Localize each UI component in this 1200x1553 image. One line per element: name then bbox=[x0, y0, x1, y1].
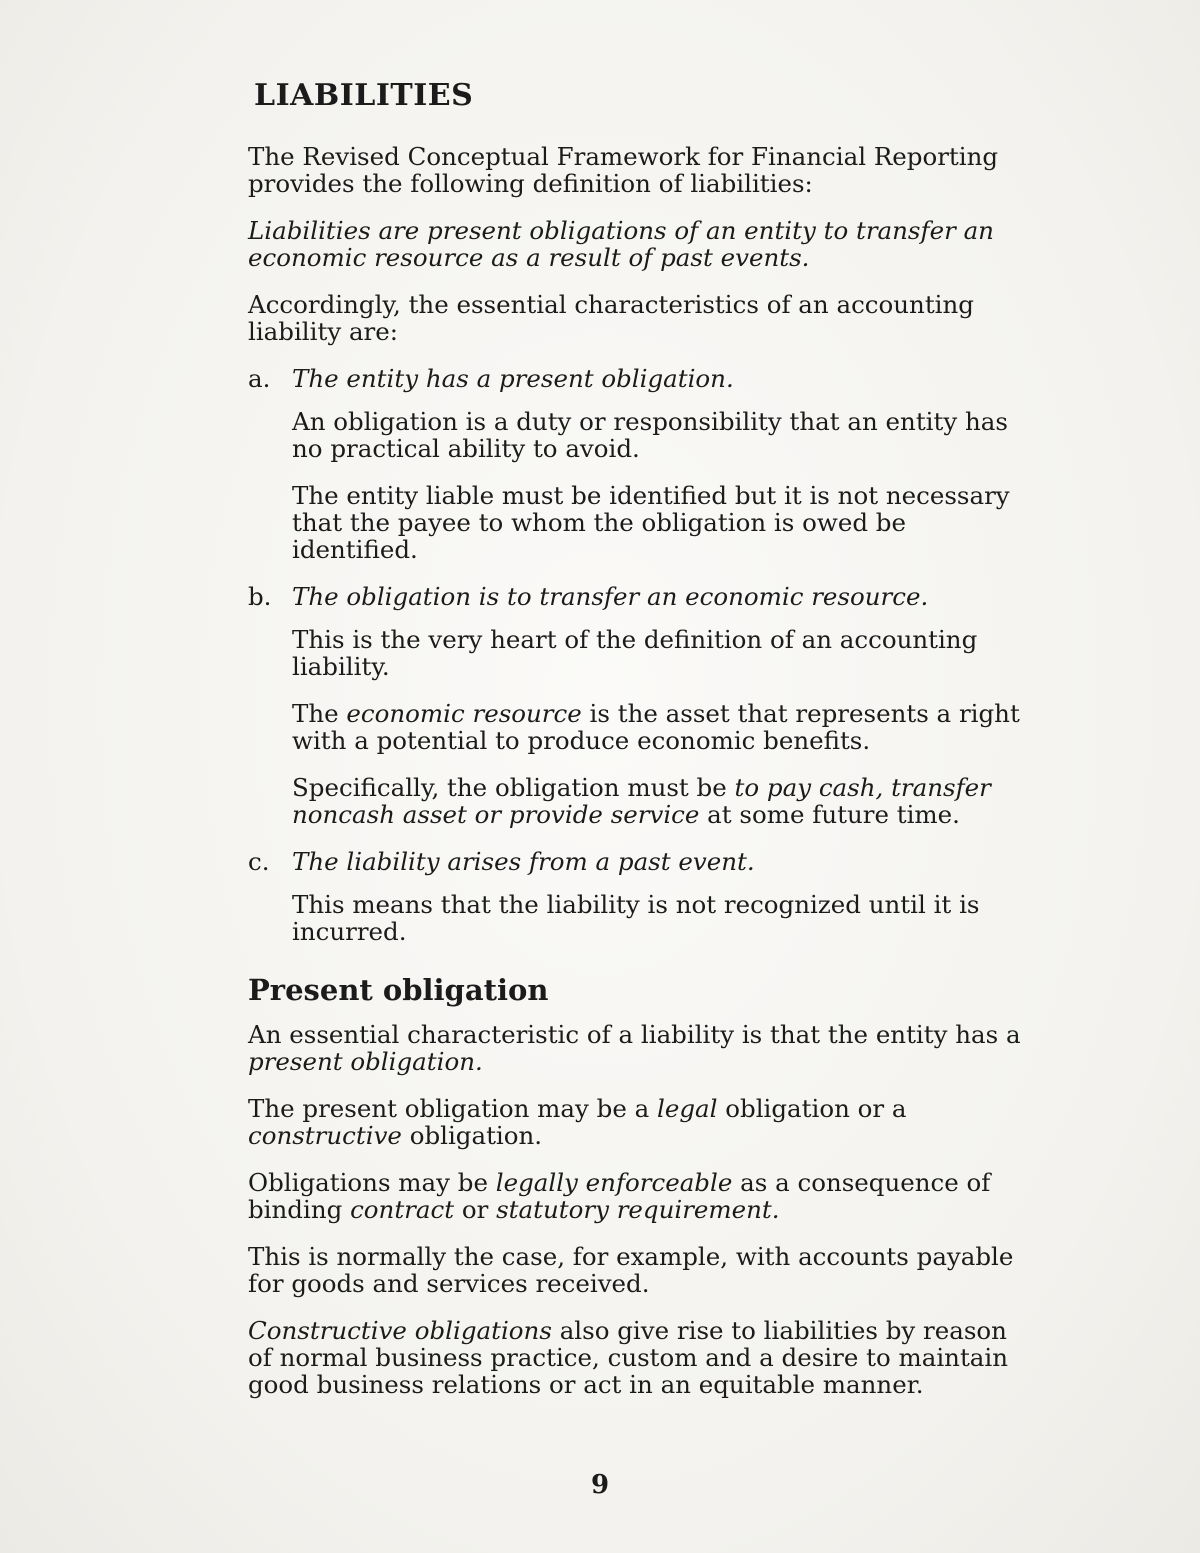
emphasis-run: economic resource bbox=[346, 699, 582, 728]
item-label: c. bbox=[248, 847, 270, 876]
section-paragraph-2 bbox=[248, 1095, 1038, 1149]
text-run: or bbox=[454, 1195, 497, 1224]
characteristic-b-body bbox=[292, 626, 1038, 828]
emphasis-run: constructive bbox=[248, 1121, 402, 1150]
item-heading: The obligation is to transfer an economic resource. bbox=[292, 582, 929, 611]
page-number: 9 bbox=[590, 1470, 610, 1500]
emphasis-run: present obligation. bbox=[248, 1047, 483, 1076]
text-run: as a consequence of binding bbox=[248, 1168, 991, 1224]
section-heading: Present obligation bbox=[248, 973, 549, 1007]
text-run: An essential characteristic of a liability is that the entity has a bbox=[248, 1020, 1021, 1049]
section-paragraph-3 bbox=[248, 1169, 1038, 1223]
item-label: a. bbox=[248, 364, 271, 393]
text-run: obligation or a bbox=[717, 1094, 907, 1123]
emphasis-run: contract bbox=[350, 1195, 455, 1224]
item-heading: The entity has a present obligation. bbox=[292, 364, 734, 393]
item-b-paragraph-2 bbox=[292, 700, 1038, 754]
emphasis-run: legal bbox=[657, 1094, 718, 1123]
text-run: is the asset that represents a right with a potential to produce economic benefits. bbox=[292, 699, 1020, 755]
definition-paragraph bbox=[248, 217, 1038, 271]
section-paragraph-4: This is normally the case, for example, with accounts payable for goods and services received. bbox=[248, 1242, 1014, 1298]
definition-text: Liabilities are present obligations of an entity to transfer an economic resource as a result of past events. bbox=[248, 216, 994, 272]
text-run: Specifically, the obligation must be bbox=[292, 773, 735, 802]
item-a-paragraph-1: An obligation is a duty or responsibility that an entity has no practical ability to avoid. bbox=[292, 407, 1008, 463]
characteristic-c-body bbox=[292, 891, 1038, 945]
item-b-paragraph-3 bbox=[292, 774, 1038, 828]
characteristic-b bbox=[248, 583, 1038, 610]
emphasis-run: legally enforceable bbox=[495, 1168, 733, 1197]
item-b-paragraph-1: This is the very heart of the definition of an accounting liability. bbox=[292, 625, 978, 681]
item-a-paragraph-2: The entity liable must be identified but it is not necessary that the payee to whom the obligation is owed be identified. bbox=[292, 481, 1010, 564]
text-run: also give rise to liabilities by reason of normal business practice, custom and a desire to maintain good business relations or act in an equitable manner. bbox=[248, 1316, 1009, 1399]
characteristics-intro: Accordingly, the essential characteristics of an accounting liability are: bbox=[248, 290, 974, 346]
section-paragraph-5 bbox=[248, 1317, 1038, 1398]
emphasis-run: to pay cash, transfer noncash asset or provide service bbox=[292, 773, 991, 829]
text-run: Obligations may be bbox=[248, 1168, 496, 1197]
intro-paragraph: The Revised Conceptual Framework for Financial Reporting provides the following definition of liabilities: bbox=[248, 142, 999, 198]
section-paragraph-1 bbox=[248, 1021, 1038, 1075]
text-run: The bbox=[292, 699, 347, 728]
page-title: LIABILITIES bbox=[254, 78, 474, 113]
text-run: obligation. bbox=[401, 1121, 543, 1150]
page-content bbox=[248, 78, 1038, 1418]
characteristic-a-body bbox=[292, 408, 1038, 563]
characteristic-c bbox=[248, 848, 1038, 875]
item-c-paragraph-1: This means that the liability is not recognized until it is incurred. bbox=[292, 890, 980, 946]
item-heading: The liability arises from a past event. bbox=[292, 847, 755, 876]
text-run: at some future time. bbox=[699, 800, 960, 829]
emphasis-run: statutory requirement. bbox=[496, 1195, 780, 1224]
text-run: The present obligation may be a bbox=[248, 1094, 658, 1123]
emphasis-run: Constructive obligations bbox=[248, 1316, 552, 1345]
characteristic-a bbox=[248, 365, 1038, 392]
item-label: b. bbox=[248, 582, 272, 611]
